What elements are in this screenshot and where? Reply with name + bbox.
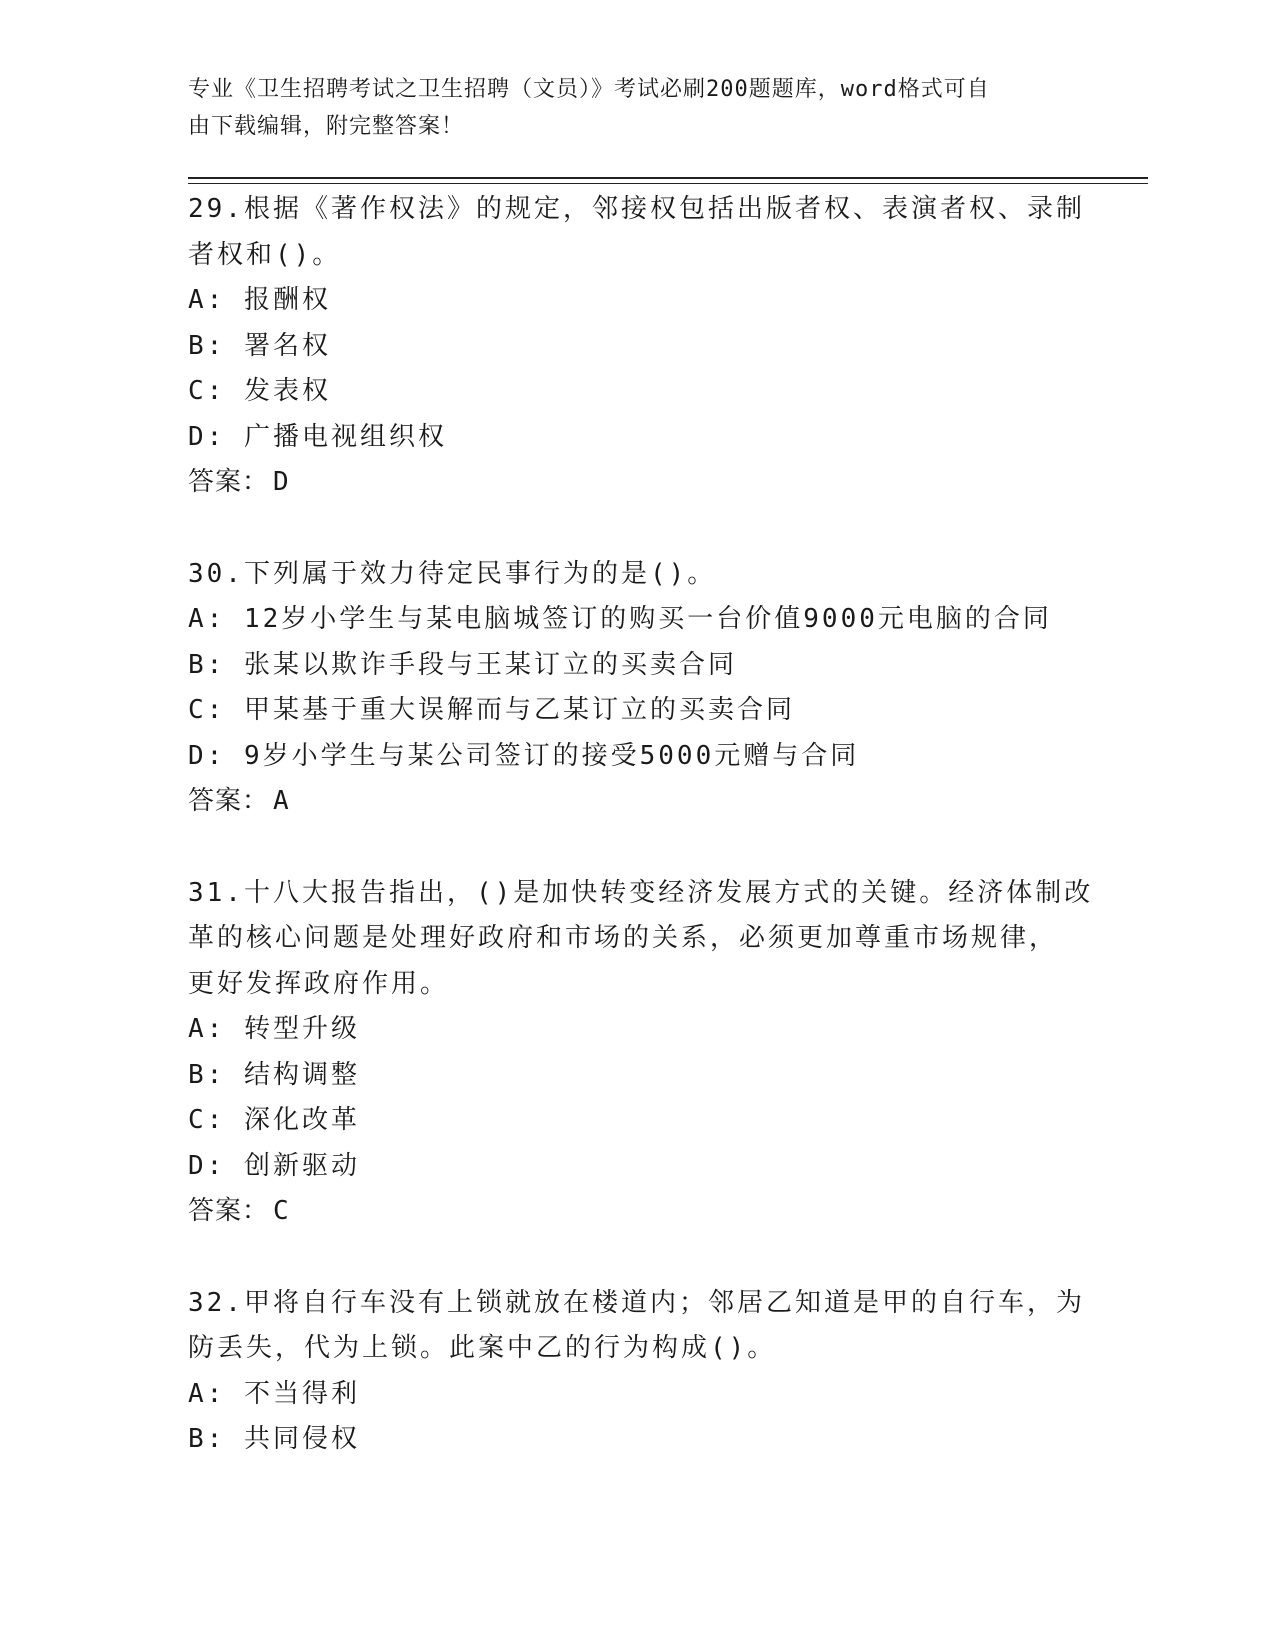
- stem-line: 更好发挥政府作用。: [188, 968, 450, 999]
- option-d: D: 创新驱动: [188, 1150, 360, 1181]
- option-b: B: 署名权: [188, 330, 331, 361]
- stem-line: 32.甲将自行车没有上锁就放在楼道内；邻居乙知道是甲的自行车，为: [188, 1287, 1085, 1318]
- answer-value: A: [273, 786, 290, 816]
- answer-line: [188, 460, 1088, 506]
- stem-line: 29.根据《著作权法》的规定，邻接权包括出版者权、表演者权、录制: [188, 194, 1085, 224]
- question-stem: [188, 1281, 1088, 1372]
- question-stem: [188, 187, 1088, 278]
- option-c: C: 发表权: [188, 376, 331, 406]
- header-line-1: 专业《卫生招聘考试之卫生招聘（文员）》考试必刷200题题库，word格式可自: [188, 77, 990, 102]
- question-30: [188, 552, 1088, 825]
- question-29: [188, 187, 1088, 506]
- header-line-2: 由下载编辑，附完整答案！: [188, 114, 465, 139]
- question-31: [188, 871, 1094, 1235]
- header-rule-thick: [188, 177, 1148, 179]
- answer-value: C: [273, 1196, 290, 1226]
- option-a: A: 报酬权: [188, 285, 331, 315]
- document-header: [188, 71, 1068, 145]
- question-stem: [188, 552, 1088, 598]
- option-b: B: 共同侵权: [188, 1424, 360, 1454]
- question-list: [188, 187, 1094, 1509]
- option-c: C: 甲某基于重大误解而与乙某订立的买卖合同: [188, 695, 795, 725]
- stem-line: 防丢失，代为上锁。此案中乙的行为构成()。: [188, 1333, 777, 1363]
- option-a: A: 不当得利: [188, 1378, 360, 1409]
- stem-line: 31.十八大报告指出，()是加快转变经济发展方式的关键。经济体制改: [188, 877, 1094, 908]
- option-b: B: 结构调整: [188, 1059, 360, 1090]
- option-c: C: 深化改革: [188, 1105, 360, 1135]
- answer-label: 答案：: [188, 1196, 270, 1226]
- question-stem: [188, 871, 1094, 1008]
- answer-value: D: [273, 467, 290, 497]
- option-d: D: 9岁小学生与某公司签订的接受5000元赠与合同: [188, 740, 860, 771]
- stem-line: 30.下列属于效力待定民事行为的是()。: [188, 558, 717, 589]
- header-rule-thin: [188, 183, 1148, 184]
- option-b: B: 张某以欺诈手段与王某订立的买卖合同: [188, 649, 737, 680]
- stem-line: 者权和()。: [188, 239, 342, 270]
- answer-line: [188, 1189, 1088, 1235]
- option-d: D: 广播电视组织权: [188, 421, 447, 452]
- answer-label: 答案：: [188, 786, 270, 816]
- option-a: A: 12岁小学生与某电脑城签订的购买一台价值9000元电脑的合同: [188, 604, 1052, 634]
- option-a: A: 转型升级: [188, 1014, 360, 1044]
- question-32: [188, 1281, 1088, 1463]
- stem-line: 革的核心问题是处理好政府和市场的关系，必须更加尊重市场规律，: [188, 923, 1059, 953]
- answer-line: [188, 779, 1088, 825]
- answer-label: 答案：: [188, 467, 270, 497]
